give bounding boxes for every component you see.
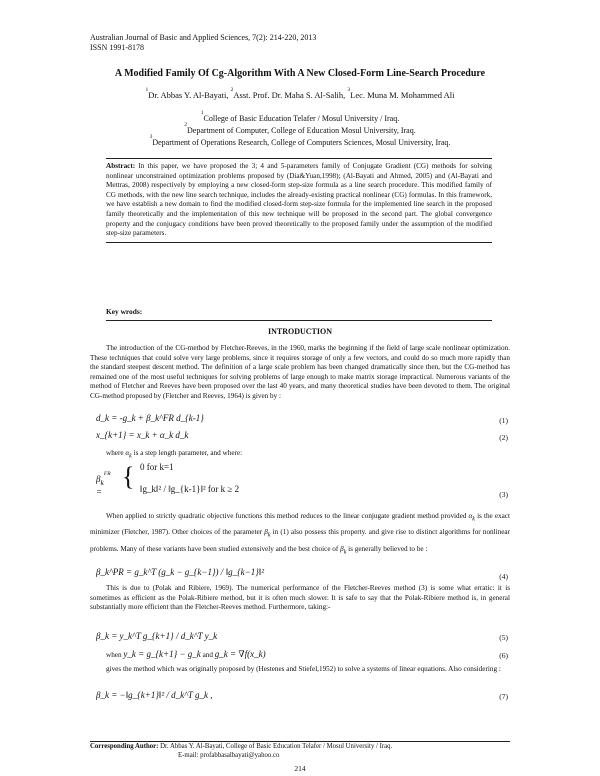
equation-3-case-2: ‖g_k‖² / ‖g_{k-1}‖² for k ≥ 2: [140, 484, 240, 494]
journal-citation: Australian Journal of Basic and Applied Sciences, 7(2): 214-220, 2013: [90, 33, 317, 42]
section-heading: INTRODUCTION: [267, 327, 332, 336]
equation-number-5: (5): [499, 633, 508, 642]
keywords-label: Key wrods:: [106, 307, 143, 316]
equation-number-1: (1): [499, 416, 508, 425]
author-list: $^1$Dr. Abbas Y. Al-Bayati, $^2$Asst. Prof. Dr. Maha S. Al-Salih, $^3$Lec. Muna M. Mohammed Ali: [145, 87, 455, 100]
equation-5: β_k = y_k^T g_{k+1} / d_k^T y_k: [96, 631, 218, 641]
affiliations: $^1$College of Basic Education Telafer / Mosul University / Iraq. $^2$Department of Computer, College of Education Mosul University, Iraq. $^3$Department of Operations Research, College of Computers Sciences, Mosul University, Iraq.: [149, 110, 451, 147]
paragraph-3: This is due to (Polak and Ribiere, 1969). The numerical performance of the Fletcher-Reeves method (3) is some what erratic: it is sometimes as efficient as the Polak-Ribiere method, but it is often much slower. It is safe to say that the Polak-Ribiere method is, in general substantially more efficient than the Fletcher-Reeves method. Furthermore, taking:-: [90, 584, 510, 612]
abstract-label: Abstract:: [106, 162, 136, 170]
author-2: Asst. Prof. Dr. Maha S. Al-Salih,: [233, 90, 346, 100]
footer-label: Corresponding Author:: [90, 743, 159, 750]
equation-number-6: (6): [499, 651, 508, 660]
equation-6: when y_k = g_{k+1} − g_k and g_k = ∇f(x_k): [106, 649, 266, 659]
affiliation-3: Department of Operations Research, College of Computers Sciences, Mosul University, Iraq.: [152, 138, 451, 147]
author-1: Dr. Abbas Y. Al-Bayati,: [148, 90, 229, 100]
where-line: where $\alpha_k$ is a step length parameter, and where:: [106, 449, 243, 460]
footer-text: Dr. Abbas Y. Al-Bayati, College of Basic Education Telafer / Mosul University / Iraq.: [160, 743, 393, 750]
equation-number-2: (2): [499, 433, 508, 442]
affiliation-1: College of Basic Education Telafer / Mosul University / Iraq.: [203, 114, 400, 123]
equation-4: β_k^PR = g_k^T (g_k − g_{k−1}) / ‖g_{k−1}‖²: [96, 567, 265, 577]
keywords: [106, 307, 492, 321]
abstract-box: [106, 158, 492, 243]
equation-number-7: (7): [499, 692, 508, 701]
affiliation-2: Department of Computer, College of Education Mosul University, Iraq.: [187, 126, 416, 135]
paragraph-2: When applied to strictly quadratic objective functions this method reduces to the linear conjugate gradient method provided $\alpha_k$ is the exact minimizer (Fletcher, 1987). Other choices of the parameter $\beta_k$ in (1) also possess this property. and give rise to distinct algorithms for nonlinear problems. Many of these variants have been studied extensively and the best choice of $\beta_k$ is generally believed to be :: [90, 512, 510, 556]
equation-number-4: (4): [499, 572, 508, 581]
footer-email: E-mail: profabbasalbayati@yahoo.co: [178, 752, 280, 759]
page-number: 214: [294, 764, 306, 773]
equation-number-3: (3): [499, 490, 508, 499]
abstract-text: In this paper, we have proposed the 3; 4 and 5-parameters family of Conjugate Gradient (CG) methods for solving nonlinear unconstrained optimization problems proposed by (Dia&Yuan,1998); (Al-Bayati and Ahmed, 2005) and (Al-Bayati and Mettras, 2008) respectively by employing a new closed-form step-size formula as a line search procedure. This modified family of CG methods, with the new line search technique, includes the already-existing practical nonlinear (CG) formulas. In this framework, we have establish a new domain to find the modified closed-form step-size formula for the implemented line search in the proposed family theoretically and the implementation of this new technique will be proposed in the second part. The global convergence property and the conjugacy conditions have been proved theoretically to the proposed family under the assumption of the modified step-size parameters.: [106, 162, 493, 238]
equation-1: d_k = -g_k + β_k^FR d_{k-1}: [96, 413, 204, 423]
equation-7: β_k = −‖g_{k+1}‖² / d_k^T g_k ,: [96, 690, 213, 700]
paper-title: A Modified Family Of Cg-Algorithm With A New Closed-Form Line-Search Procedure: [114, 68, 486, 79]
equation-2: x_{k+1} = x_k + α_k d_k: [96, 430, 189, 440]
author-3: Lec. Muna M. Mohammed Ali: [350, 90, 455, 100]
issn: ISSN 1991-8178: [90, 43, 145, 52]
equation-3-case-1: 0 for k=1: [140, 462, 174, 472]
journal-header: [90, 33, 316, 53]
paragraph-1: The introduction of the CG-method by Fletcher-Reeves, in the 1960, marks the beginning if the field of large scale nonlinear optimization. These techniques that could solve very large problems, since it requires storage of only a few vectors, and could do so much more rapidly than the standard steepest descent method. The definition of a large scale problem has been changed dramatically since then, but the CG-method has remained one of the most useful techniques for solving problems of large enough to make matrix storage impractical. Numerous variants of the method of Fletcher and Reeves have been proposed over the last 40 years, and many theoretical studies have been devoted to them. The original CG-method proposed by (Fletcher and Reeves, 1964) is given by :: [90, 344, 510, 400]
paragraph-4: gives the method which was originally proposed by (Hestenes and Stiefel,1952) to solve a systems of linear equations. Also considering :: [106, 665, 501, 673]
corresponding-author: [90, 742, 510, 760]
